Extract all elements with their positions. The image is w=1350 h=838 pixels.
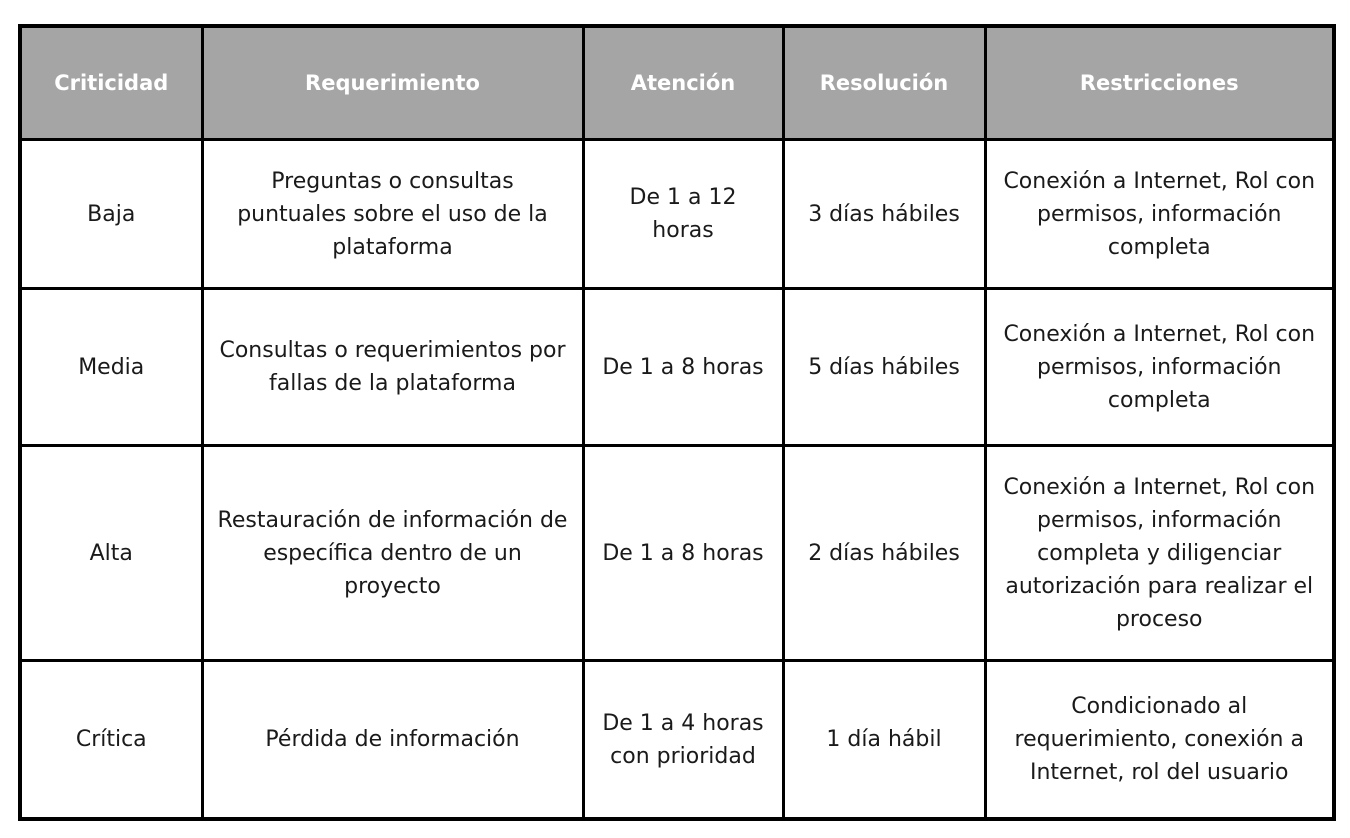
cell-resolucion: 2 días hábiles xyxy=(783,446,985,661)
cell-resolucion: 5 días hábiles xyxy=(783,289,985,446)
header-restricciones: Restricciones xyxy=(985,26,1334,140)
cell-requerimiento: Preguntas o consultas puntuales sobre el uso de la plataforma xyxy=(202,140,583,289)
sla-table xyxy=(18,24,1336,821)
cell-atencion: De 1 a 8 horas xyxy=(583,289,783,446)
cell-requerimiento: Pérdida de información xyxy=(202,661,583,820)
cell-restricciones: Conexión a Internet, Rol con permisos, información completa xyxy=(985,289,1334,446)
cell-resolucion: 3 días hábiles xyxy=(783,140,985,289)
cell-restricciones: Conexión a Internet, Rol con permisos, información completa y diligenciar autorización para realizar el proceso xyxy=(985,446,1334,661)
cell-restricciones: Condicionado al requerimiento, conexión a Internet, rol del usuario xyxy=(985,661,1334,820)
header-row xyxy=(20,26,1334,140)
cell-atencion: De 1 a 4 horas con prioridad xyxy=(583,661,783,820)
header-resolucion: Resolución xyxy=(783,26,985,140)
cell-restricciones: Conexión a Internet, Rol con permisos, información completa xyxy=(985,140,1334,289)
cell-resolucion: 1 día hábil xyxy=(783,661,985,820)
cell-criticidad: Crítica xyxy=(20,661,202,820)
cell-criticidad: Alta xyxy=(20,446,202,661)
cell-requerimiento: Consultas o requerimientos por fallas de la plataforma xyxy=(202,289,583,446)
cell-criticidad: Media xyxy=(20,289,202,446)
table-row xyxy=(20,140,1334,289)
header-criticidad: Criticidad xyxy=(20,26,202,140)
cell-criticidad: Baja xyxy=(20,140,202,289)
table-row xyxy=(20,289,1334,446)
cell-atencion: De 1 a 8 horas xyxy=(583,446,783,661)
cell-requerimiento: Restauración de información de específica dentro de un proyecto xyxy=(202,446,583,661)
table-row xyxy=(20,661,1334,820)
cell-atencion: De 1 a 12 horas xyxy=(583,140,783,289)
header-atencion: Atención xyxy=(583,26,783,140)
table-row xyxy=(20,446,1334,661)
header-requerimiento: Requerimiento xyxy=(202,26,583,140)
